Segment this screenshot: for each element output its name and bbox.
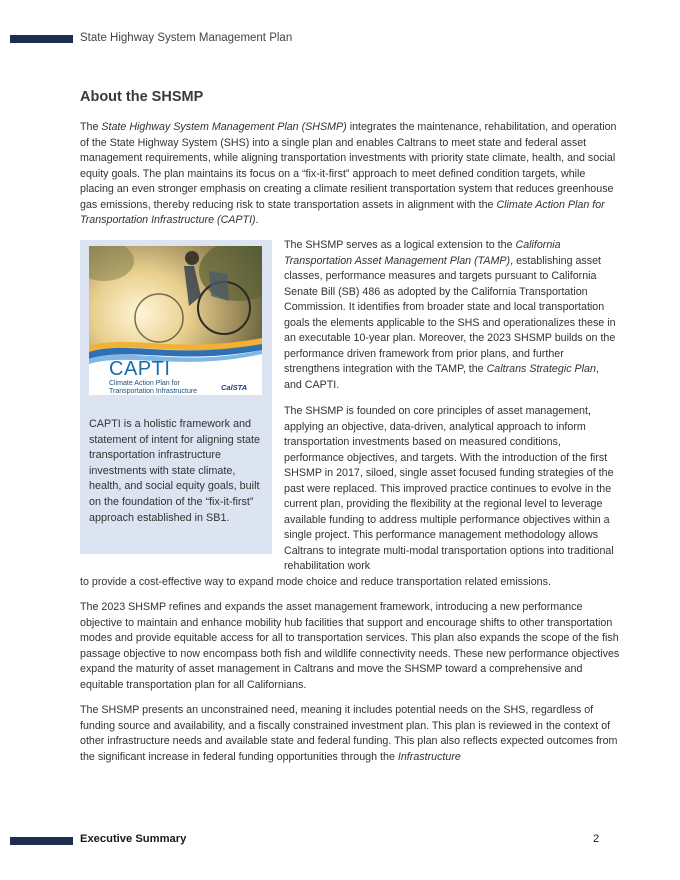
page-number: 2	[593, 833, 600, 845]
paragraph-intro: The State Highway System Management Plan (SHSMP) integrates the maintenance, rehabilitation, and operation of the State Highway System (SHS) into a single plan and enables Caltrans to meet state and federal asset management requirements, while aligning transportation investments with priority state climate, health, and social equity goals. The plan maintains its focus on a “fix-it-first” approach to meet defined condition targets, while placing an even stronger emphasis on creating a climate resilient transportation system that reduces greenhouse gas emissions, thereby reducing risk to state transportation assets in alignment with the Climate Action Plan for Transportation Infrastructure (CAPTI).	[80, 121, 617, 226]
sidebar-text: CAPTI is a holistic framework and statement of intent for aligning state transportation infrastructure investments with state climate, health, and social equity goals, built on the foundation of the “fix-it-first” approach established in SB1.	[89, 418, 261, 524]
paragraph-principles: The SHSMP is founded on core principles of asset management, applying an objective, data-driven, analytical approach to inform transportation investments based on measured conditions, performance objectives, and targets. With the introduction of the first SHSMP in 2017, siloed, single asset focused funding strategies of the past were replaced. This improved practice continues to evolve in the current plan, providing the flexibility at the regional level to leverage available funding to address multiple performance objectives within a single project. This performance management methodology allows Caltrans to integrate multi-modal transportation options into traditional rehabilitation work	[284, 405, 614, 572]
paragraph-unconstrained-need: The SHSMP presents an unconstrained need, meaning it includes potential needs on the SHS, regardless of funding source and availability, and a fiscally constrained investment plan. This plan is reviewed in the context of other infrastructure needs and available state and federal funding. This plan also reflects expected outcomes from the significant increase in federal funding opportunities through the Infrastructure	[80, 704, 618, 763]
footer-accent-bar	[10, 837, 73, 845]
paragraph-tamp: The SHSMP serves as a logical extension to the California Transportation Asset Management Plan (TAMP), establishing asset classes, performance measures and targets pursuant to California Senate Bill (SB) 486 as adopted by the California Transportation Commission. It identifies from broader state and local transportation goals the elements applicable to the SHS and operationalizes these in an executable 10-year plan. Moreover, the 2023 SHSMP builds on the performance driven framework from prior plans, and further strengthens integration with the TAMP, the Caltrans Strategic Plan, and CAPTI.	[284, 239, 616, 391]
footer-section-label: Executive Summary	[80, 833, 187, 845]
paragraph-principles-continued: to provide a cost-effective way to expand mode choice and reduce transportation related emissions.	[80, 576, 551, 588]
capti-cover-image	[89, 246, 262, 395]
capti-cover-subtitle: Climate Action Plan for Transportation Infrastructure	[109, 380, 198, 395]
paragraph-2023-refinements: The 2023 SHSMP refines and expands the asset management framework, introducing a new performance objective to maintain and enhance mobility hub facilities that support and encourage shifts to other transportation modes and provide equitable access for all to transportation services. This plan also expands the scope of the fish passage objective to now encompass both fish and wildlife connectivity needs. These new performance objectives expand the maturity of asset management in Caltrans and move the SHSMP toward a comprehensive and equitable transportation plan for all Californians.	[80, 601, 620, 691]
capti-cover-title: CAPTI	[109, 358, 171, 380]
header-accent-bar	[10, 35, 73, 43]
running-header: State Highway System Management Plan	[80, 32, 293, 44]
section-title: About the SHSMP	[80, 89, 204, 105]
calsta-logo: CalSTA	[221, 383, 248, 392]
capti-sidebar	[80, 240, 272, 554]
